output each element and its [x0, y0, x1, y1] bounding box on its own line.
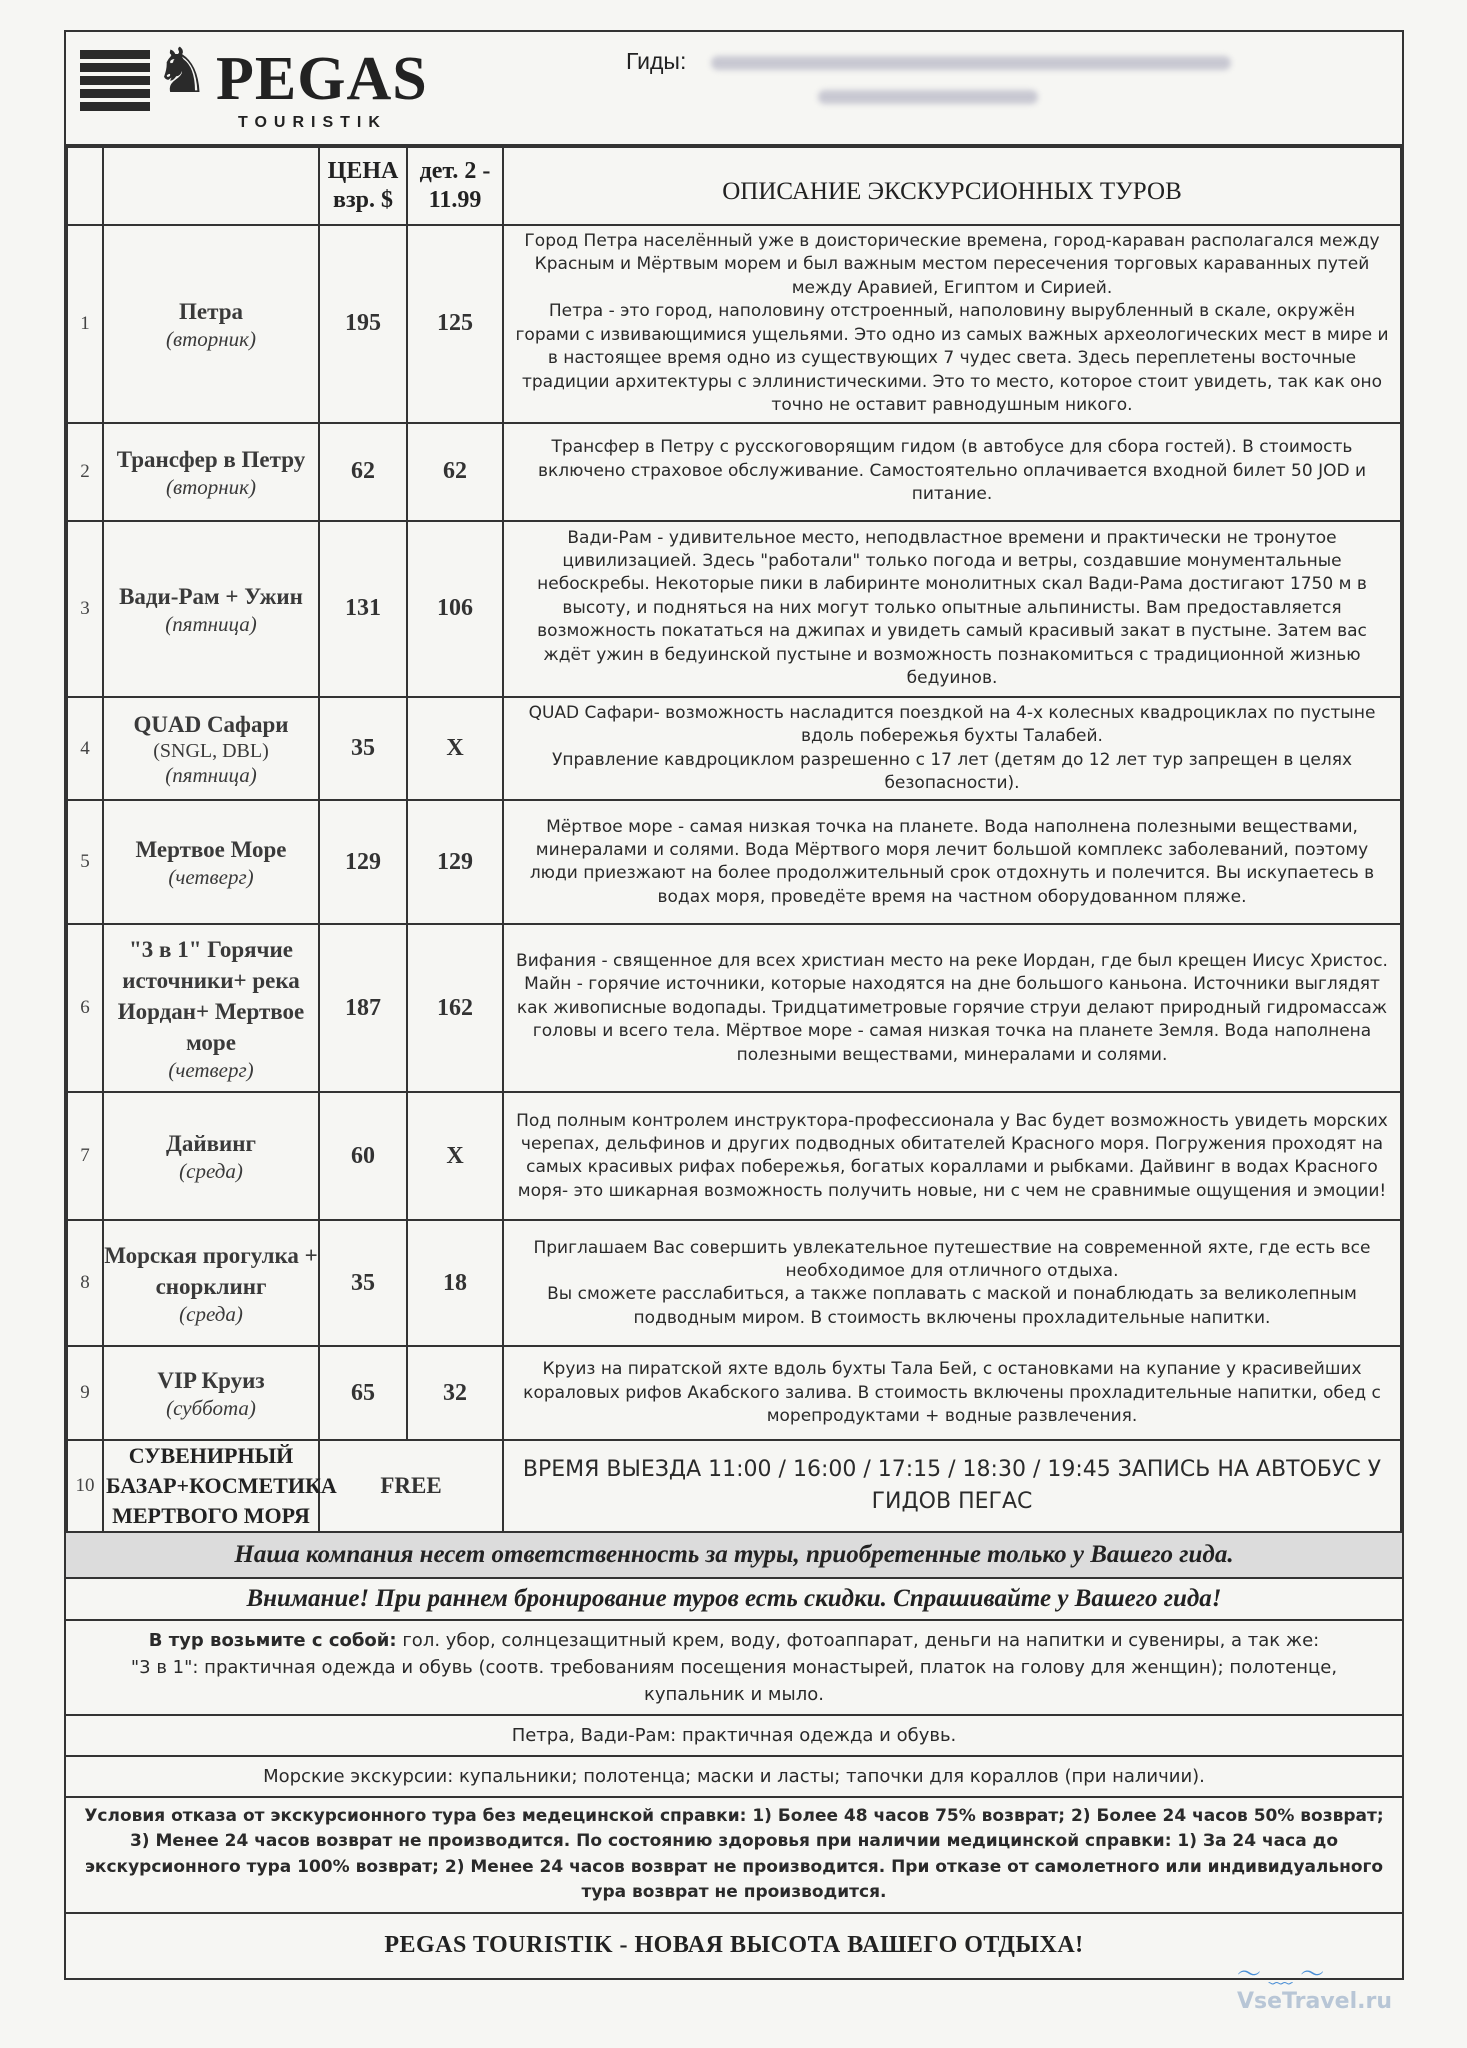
tour-row: [67, 1092, 1401, 1220]
tour-option: (SNGL, DBL): [153, 740, 269, 763]
adult-price: 129: [319, 800, 407, 924]
child-price: X: [407, 697, 503, 801]
tour-title: Вади-Рам + Ужин: [119, 583, 303, 609]
tour-title: Морская прогулка + снорклинг: [104, 1242, 318, 1299]
brand-name: PEGAS: [216, 45, 428, 113]
tour-name: [103, 697, 319, 801]
tour-day: (вторник): [165, 474, 256, 499]
souvenir-departure-info: ВРЕМЯ ВЫЕЗДА 11:00 / 16:00 / 17:15 / 18:30 / 19:45 ЗАПИСЬ НА АВТОБУС У ГИДОВ ПЕГАС: [503, 1440, 1401, 1531]
brand-subtitle: TOURISTIK: [238, 114, 387, 131]
child-price: 32: [407, 1346, 503, 1440]
watermark-text: VseTravel.ru: [1237, 1989, 1392, 2014]
tour-day: (пятница): [165, 611, 257, 636]
row-number: 10: [67, 1440, 103, 1531]
tour-day: (среда): [179, 1159, 243, 1184]
souvenir-row: [67, 1440, 1401, 1531]
bring-petra: Петра, Вади-Рам: практичная одежда и обувь.: [66, 1716, 1402, 1757]
stairs-logo-icon: [80, 50, 150, 112]
tour-row: [67, 1346, 1401, 1440]
blurred-contacts-2: [818, 90, 1038, 104]
row-number: 2: [67, 423, 103, 521]
tour-name: [103, 924, 319, 1092]
adult-price: 35: [319, 697, 407, 801]
adult-price: 65: [319, 1346, 407, 1440]
row-number: 3: [67, 521, 103, 697]
bring-with-you: [66, 1621, 1402, 1716]
adult-price: 195: [319, 225, 407, 423]
tour-day: (пятница): [165, 763, 257, 788]
tour-title: Петра: [179, 298, 243, 324]
tour-row: [67, 521, 1401, 697]
tours-table: [66, 146, 1402, 1533]
row-number: 5: [67, 800, 103, 924]
tour-name: [103, 423, 319, 521]
adult-price: 60: [319, 1092, 407, 1220]
tour-title: QUAD Сафари: [133, 712, 289, 737]
tour-title: Мертвое Море: [135, 837, 287, 863]
bring-text: гол. убор, солнцезащитный крем, воду, фотоаппарат, деньги на напитки и сувениры, а так же:: [402, 1629, 1320, 1651]
tour-day: (суббота): [166, 1396, 256, 1421]
tour-row: [67, 924, 1401, 1092]
tour-description: Вифания - священное для всех христиан место на реке Иордан, где был крещен Иисус Христос. Майн - горячие источники, которые находятся на дне большого каньона. Источники выглядят как живописные водопады. Тридцатиметровые горячие струи делают природный гидромассаж головы и всего тела. Мёртвое море - самая низкая точка на планете Земля. Вода наполнена полезными веществами, минералами и солями.: [503, 924, 1401, 1092]
tour-title: VIP Круиз: [157, 1368, 265, 1394]
tour-row: [67, 697, 1401, 801]
tour-row: [67, 800, 1401, 924]
tour-row: [67, 1220, 1401, 1346]
tour-description: Мёртвое море - самая низкая точка на планете. Вода наполнена полезными веществами, минералами и солями. Вода Мёртвого моря лечит большой комплекс заболеваний, поэтому люди приезжают на более продолжительный срок отдохнуть и полечится. Вы искупаетесь в водах моря, проведёте время на частном оборудованном пляже.: [503, 800, 1401, 924]
souvenir-price: FREE: [319, 1440, 503, 1531]
discount-notice: Внимание! При раннем бронирование туров есть скидки. Спрашивайте у Вашего гида!: [66, 1579, 1402, 1621]
tour-row: [67, 225, 1401, 423]
tour-description: Под полным контролем инструктора-профессионала у Вас будет возможность увидеть морских черепах, дельфинов и других подводных обитателей Красного моря. Погружения проходят на самых красивых рифах побережья, богатых кораллами и рыбками. Дайвинг в водах Красного моря- это шикарная возможность получить новые, ни с чем не сравнимые ощущения и эмоции!: [503, 1092, 1401, 1220]
footer-slogan: PEGAS TOURISTIK - НОВАЯ ВЫСОТА ВАШЕГО ОТДЫХА!: [384, 1932, 1084, 1959]
child-price: X: [407, 1092, 503, 1220]
tour-name: [103, 521, 319, 697]
child-price: 62: [407, 423, 503, 521]
tour-name: [103, 225, 319, 423]
pegas-logo: [66, 32, 626, 144]
tour-description: Приглашаем Вас совершить увлекательное путешествие на современной яхте, где есть все необходимое для отличного отдыха. Вы сможете расслабиться, а также поплавать с маской и понаблюдать за великолепным подводным миром. В стоимость включены прохладительные напитки.: [503, 1220, 1401, 1346]
row-number: 9: [67, 1346, 103, 1440]
tour-name: [103, 1220, 319, 1346]
excursion-sheet: [64, 30, 1404, 1980]
tour-name: [103, 1092, 319, 1220]
adult-price: 62: [319, 423, 407, 521]
tour-day: (четверг): [168, 865, 254, 890]
row-number: 1: [67, 225, 103, 423]
tour-name: [103, 800, 319, 924]
description-header: ОПИСАНИЕ ЭКСКУРСИОННЫХ ТУРОВ: [503, 147, 1401, 225]
row-number: 7: [67, 1092, 103, 1220]
tour-name: [103, 1346, 319, 1440]
tour-description: Круиз на пиратской яхте вдоль бухты Тала Бей, с остановками на купание у красивейших кораловых рифов Акабского залива. В стоимость включены прохладительные напитки, обед с морепродуктами + водные развлечения.: [503, 1346, 1401, 1440]
adult-price: 35: [319, 1220, 407, 1346]
child-price: 129: [407, 800, 503, 924]
guides-contacts: [626, 32, 1402, 144]
bring-label: В тур возьмите с собой:: [148, 1629, 397, 1651]
child-price: 162: [407, 924, 503, 1092]
tour-description: Трансфер в Петру с русскоговорящим гидом (в автобусе для сбора гостей). В стоимость включено страховое обслуживание. Самостоятельно оплачивается входной билет 50 JOD и питание.: [503, 423, 1401, 521]
tour-day: (среда): [179, 1301, 243, 1326]
cancellation-conditions: Условия отказа от экскурсионного тура без медецинской справки: 1) Более 48 часов 75% возврат; 2) Более 24 часов 50% возврат; 3) Менее 24 часов возврат не производится. По состоянию здоровья при наличии медицинской справки: 1) За 24 часа до экскурсионного тура 100% возврат; 2) Менее 24 часов возврат не производится. При отказе от самолетного или индивидуального тура возврат не производится.: [66, 1798, 1402, 1914]
tour-title: Трансфер в Петру: [116, 446, 306, 472]
child-price: 18: [407, 1220, 503, 1346]
watermark: [1237, 1954, 1427, 2014]
responsibility-notice: Наша компания несет ответственность за туры, приобретенные только у Вашего гида.: [66, 1533, 1402, 1579]
tour-day: (вторник): [165, 326, 256, 351]
tour-description: Вади-Рам - удивительное место, неподвластное времени и практически не тронутое цивилизацией. Здесь "работали" только погода и ветры, создавшие монументальные небоскребы. Некоторые пики в лабиринте монолитных скал Вади-Рама достигают 1750 м в высоту, и подняться на них могут только опытные альпинисты. Вам предоставляется возможность покататься на джипах и увидеть самый красивый закат в пустыне. Затем вас ждёт ужин в бедуинской пустыне и возможность познакомиться с традиционной жизнью бедуинов.: [503, 521, 1401, 697]
tour-name: СУВЕНИРНЫЙ БАЗАР+КОСМЕТИКА МЕРТВОГО МОРЯ: [103, 1440, 319, 1531]
blurred-contacts: [711, 56, 1231, 70]
tour-title: "3 в 1" Горячие источники+ река Иордан+ Мертвое море: [117, 936, 305, 1055]
row-number: 4: [67, 697, 103, 801]
pegasus-icon: ♞: [154, 34, 210, 107]
header: [66, 32, 1402, 146]
child-price-header: дет. 2 - 11.99: [407, 147, 503, 225]
guides-label: Гиды:: [626, 48, 687, 74]
child-price: 106: [407, 521, 503, 697]
adult-price: 187: [319, 924, 407, 1092]
tour-day: (четверг): [168, 1058, 254, 1083]
adult-price: 131: [319, 521, 407, 697]
row-number: 6: [67, 924, 103, 1092]
row-number: 8: [67, 1220, 103, 1346]
bring-three-in-one: "3 в 1": практичная одежда и обувь (соотв. требованиям посещения монастырей, платок на голову для женщин); полотенце, купальник и мыло.: [130, 1656, 1338, 1705]
bring-sea: Морские экскурсии: купальники; полотенца; маски и ласты; тапочки для кораллов (при наличии).: [66, 1757, 1402, 1798]
table-header-row: [67, 147, 1401, 225]
child-price: 125: [407, 225, 503, 423]
adult-price-header: ЦЕНА взр. $: [319, 147, 407, 225]
tour-description: Город Петра населённый уже в доисторические времена, город-караван располагался между Красным и Мёртвым морем и был важным местом пересечения торговых караванных путей между Аравией, Египтом и Сирией. Петра - это город, наполовину отстроенный, наполовину вырубленный в скале, окружён горами с извивающимися ущельями. Это одно из самых важных археологических мест в мире и в настоящее время одно из существующих 7 чудес света. Здесь переплетены восточные традиции архитектуры с эллинистическими. Это то место, которое стоит увидеть, так как оно точно не оставит равнодушным никого.: [503, 225, 1401, 423]
tour-row: [67, 423, 1401, 521]
seagull-icon: 〜 ﹏ 〜: [1237, 1960, 1325, 1988]
tour-description: QUAD Сафари- возможность насладится поездкой на 4-х колесных квадроциклах по пустыне вдоль побережья бухты Талабей. Управление кавдроциклом разрешенно с 17 лет (детям до 12 лет тур запрещен в целях безопасности).: [503, 697, 1401, 801]
tour-title: Дайвинг: [166, 1131, 256, 1157]
